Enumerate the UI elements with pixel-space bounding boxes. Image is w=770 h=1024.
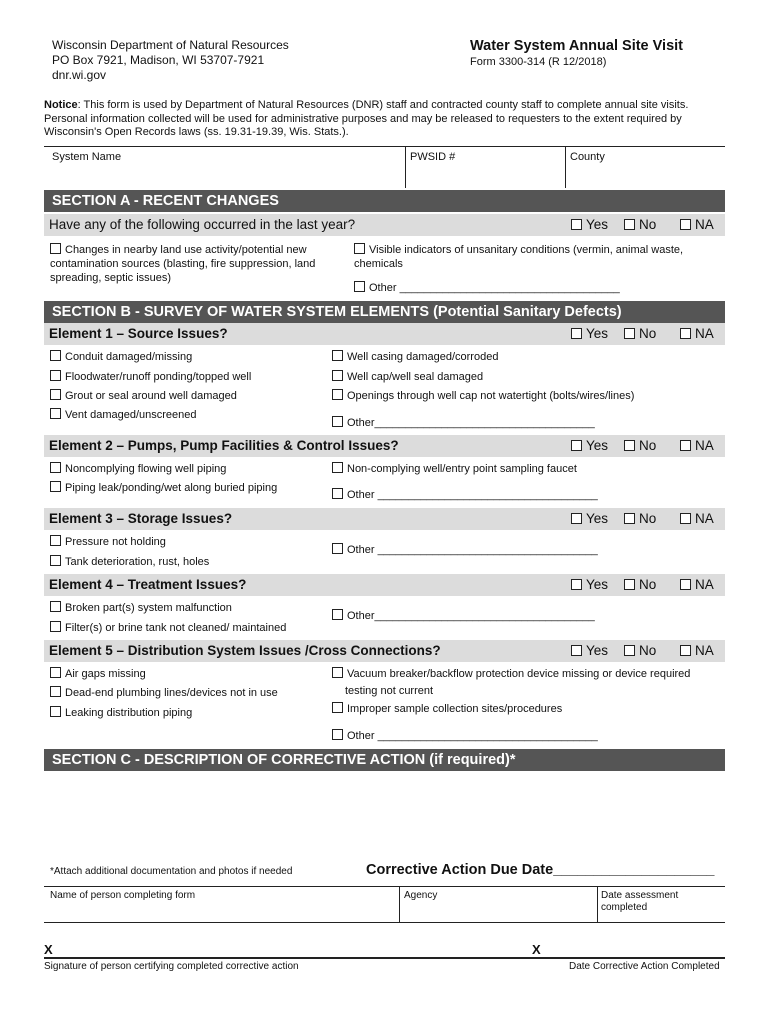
checkbox-icon [50, 621, 61, 632]
checkbox-icon [50, 601, 61, 612]
section-c-heading: SECTION C - DESCRIPTION OF CORRECTIVE ACTION (if required)* [44, 749, 725, 771]
checkbox-icon [571, 440, 582, 451]
checkbox-icon [624, 579, 635, 590]
checkbox-icon [332, 543, 343, 554]
divider [597, 886, 598, 922]
checkbox-icon [50, 555, 61, 566]
element2-title: Element 2 – Pumps, Pump Facilities & Control Issues? [49, 438, 399, 453]
divider [405, 146, 406, 188]
element2-row [44, 435, 725, 457]
checkbox-icon [680, 328, 691, 339]
checkbox-icon [332, 609, 343, 620]
checkbox-icon [680, 440, 691, 451]
element4-title: Element 4 – Treatment Issues? [49, 577, 247, 592]
checkbox-vacuum-breaker[interactable]: Vacuum breaker/backflow protection device missing or device required [332, 667, 690, 680]
agency-field[interactable]: Agency [404, 890, 438, 901]
pwsid-field[interactable]: PWSID # [410, 151, 456, 163]
checkbox-noncomplying-flowing-well[interactable]: Noncomplying flowing well piping [50, 462, 226, 475]
checkbox-grout-seal-damaged[interactable]: Grout or seal around well damaged [50, 389, 237, 402]
checkbox-icon [571, 513, 582, 524]
checkbox-broken-parts[interactable]: Broken part(s) system malfunction [50, 601, 232, 614]
no-checkbox[interactable]: No [624, 435, 656, 457]
notice-text: : This form is used by Department of Natural Resources (DNR) staff and contracted county staff to complete annual site visits. Personal information collected will be used for administrative purposes and may be released to requesters to the extent required by Wisconsin's Open Records laws (ss. 19.31-19.39, Wis. Stats.). [44, 99, 689, 138]
checkbox-unsanitary-conditions[interactable]: Visible indicators of unsanitary conditions (vermin, animal waste, chemicals [354, 244, 684, 270]
checkbox-icon [332, 729, 343, 740]
na-checkbox[interactable]: NA [680, 214, 714, 236]
checkbox-icon [50, 667, 61, 678]
element3-row [44, 508, 725, 530]
yes-checkbox[interactable]: Yes [571, 435, 608, 457]
checkbox-icon [571, 328, 582, 339]
divider [44, 146, 725, 147]
na-checkbox[interactable]: NA [680, 323, 714, 345]
no-checkbox[interactable]: No [624, 214, 656, 236]
signature-field-label: Signature of person certifying completed corrective action [44, 961, 299, 972]
checkbox-icon [571, 219, 582, 230]
checkbox-well-cap-openings[interactable]: Openings through well cap not watertight (bolts/wires/lines) [332, 389, 634, 402]
checkbox-icon [624, 645, 635, 656]
na-checkbox[interactable]: NA [680, 574, 714, 596]
checkbox-sampling-faucet[interactable]: Non-complying well/entry point sampling faucet [332, 462, 577, 475]
checkbox-filter-brine-tank[interactable]: Filter(s) or brine tank not cleaned/ maintained [50, 621, 286, 634]
element1-row [44, 323, 725, 345]
checkbox-piping-leak[interactable]: Piping leak/ponding/wet along buried piping [50, 481, 277, 494]
notice [44, 99, 728, 140]
checkbox-icon [332, 462, 343, 473]
corrective-action-due-date-field[interactable]: Corrective Action Due Date____________________ [366, 862, 715, 878]
checkbox-conduit-damaged[interactable]: Conduit damaged/missing [50, 350, 192, 363]
checkbox-dead-end-plumbing[interactable]: Dead-end plumbing lines/devices not in use [50, 686, 278, 699]
checkbox-icon [50, 462, 61, 473]
form-number: Form 3300-314 (R 12/2018) [470, 56, 607, 68]
checkbox-icon [354, 281, 365, 292]
agency-website: dnr.wi.gov [52, 68, 107, 82]
agency-address [52, 38, 289, 83]
attach-note: *Attach additional documentation and photos if needed [50, 866, 293, 877]
checkbox-element4-other[interactable]: Other____________________________________ [332, 609, 595, 622]
divider [565, 146, 566, 188]
checkbox-icon [50, 350, 61, 361]
checkbox-icon [680, 645, 691, 656]
yes-checkbox[interactable]: Yes [571, 574, 608, 596]
notice-label: Notice [44, 99, 78, 111]
checkbox-well-casing-damaged[interactable]: Well casing damaged/corroded [332, 350, 498, 363]
section-a-heading: SECTION A - RECENT CHANGES [44, 190, 725, 212]
checkbox-icon [624, 513, 635, 524]
agency-po-box: PO Box 7921, Madison, WI 53707-7921 [52, 53, 265, 67]
checkbox-icon [332, 389, 343, 400]
no-checkbox[interactable]: No [624, 574, 656, 596]
checkbox-icon [571, 579, 582, 590]
divider [399, 886, 400, 922]
checkbox-icon [332, 350, 343, 361]
name-of-person-field[interactable]: Name of person completing form [50, 890, 196, 901]
checkbox-icon [624, 328, 635, 339]
checkbox-element1-other[interactable]: Other____________________________________ [332, 416, 595, 429]
element5-title: Element 5 – Distribution System Issues /Cross Connections? [49, 643, 441, 658]
na-checkbox[interactable]: NA [680, 508, 714, 530]
checkbox-element3-other[interactable]: Other ____________________________________ [332, 543, 598, 556]
no-checkbox[interactable]: No [624, 640, 656, 662]
checkbox-floodwater-runoff[interactable]: Floodwater/runoff ponding/topped well [50, 370, 251, 383]
vacuum-breaker-continued: testing not current [345, 685, 434, 697]
county-field[interactable]: County [570, 151, 605, 163]
checkbox-icon [332, 488, 343, 499]
yes-checkbox[interactable]: Yes [571, 640, 608, 662]
checkbox-icon [571, 645, 582, 656]
checkbox-icon [332, 667, 343, 678]
corrective-action-textarea[interactable] [44, 771, 725, 856]
signature-x-mark: X [44, 942, 53, 957]
na-checkbox[interactable]: NA [680, 640, 714, 662]
checkbox-vent-damaged[interactable]: Vent damaged/unscreened [50, 408, 197, 421]
checkbox-land-use-changes[interactable]: Changes in nearby land use activity/potential new contamination sources (blasting, fire suppression, land spreading, septic issues) [50, 244, 316, 284]
checkbox-icon [50, 686, 61, 697]
system-name-field[interactable]: System Name [52, 151, 122, 163]
checkbox-leaking-distribution[interactable]: Leaking distribution piping [50, 706, 192, 719]
yes-checkbox[interactable]: Yes [571, 323, 608, 345]
checkbox-tank-deterioration[interactable]: Tank deterioration, rust, holes [50, 555, 209, 568]
form-title: Water System Annual Site Visit [470, 38, 683, 54]
checkbox-icon [332, 702, 343, 713]
checkbox-icon [50, 370, 61, 381]
date-x-mark: X [532, 942, 541, 957]
agency-name: Wisconsin Department of Natural Resources [52, 38, 289, 52]
divider [44, 922, 725, 923]
checkbox-icon [50, 706, 61, 717]
section-b-heading: SECTION B - SURVEY OF WATER SYSTEM ELEMENTS (Potential Sanitary Defects) [44, 301, 725, 323]
checkbox-pressure-not-holding[interactable]: Pressure not holding [50, 535, 166, 548]
checkbox-icon [680, 513, 691, 524]
checkbox-icon [624, 440, 635, 451]
yes-checkbox[interactable]: Yes [571, 214, 608, 236]
divider [44, 886, 725, 887]
checkbox-icon [680, 579, 691, 590]
checkbox-icon [50, 535, 61, 546]
checkbox-air-gaps-missing[interactable]: Air gaps missing [50, 667, 146, 680]
element4-row [44, 574, 725, 596]
checkbox-element2-other[interactable]: Other ____________________________________ [332, 488, 598, 501]
na-checkbox[interactable]: NA [680, 435, 714, 457]
checkbox-icon [50, 389, 61, 400]
checkbox-section-a-other[interactable]: Other ____________________________________ [354, 281, 620, 294]
checkbox-icon [354, 243, 365, 254]
signature-line[interactable] [44, 957, 725, 959]
checkbox-icon [624, 219, 635, 230]
checkbox-element5-other[interactable]: Other ____________________________________ [332, 729, 598, 742]
no-checkbox[interactable]: No [624, 323, 656, 345]
element1-title: Element 1 – Source Issues? [49, 326, 228, 341]
checkbox-icon [680, 219, 691, 230]
checkbox-well-cap-damaged[interactable]: Well cap/well seal damaged [332, 370, 483, 383]
date-completed-field-label: Date Corrective Action Completed [569, 961, 720, 972]
checkbox-icon [50, 481, 61, 492]
checkbox-improper-sample-collection[interactable]: Improper sample collection sites/procedures [332, 702, 562, 715]
element3-title: Element 3 – Storage Issues? [49, 511, 233, 526]
checkbox-icon [332, 416, 343, 427]
yes-checkbox[interactable]: Yes [571, 508, 608, 530]
checkbox-icon [50, 243, 61, 254]
checkbox-icon [50, 408, 61, 419]
date-assessment-field[interactable]: Date assessment completed [601, 890, 679, 913]
no-checkbox[interactable]: No [624, 508, 656, 530]
checkbox-icon [332, 370, 343, 381]
section-a-question-row [44, 214, 725, 236]
section-a-question: Have any of the following occurred in the last year? [49, 217, 356, 232]
element5-row [44, 640, 725, 662]
